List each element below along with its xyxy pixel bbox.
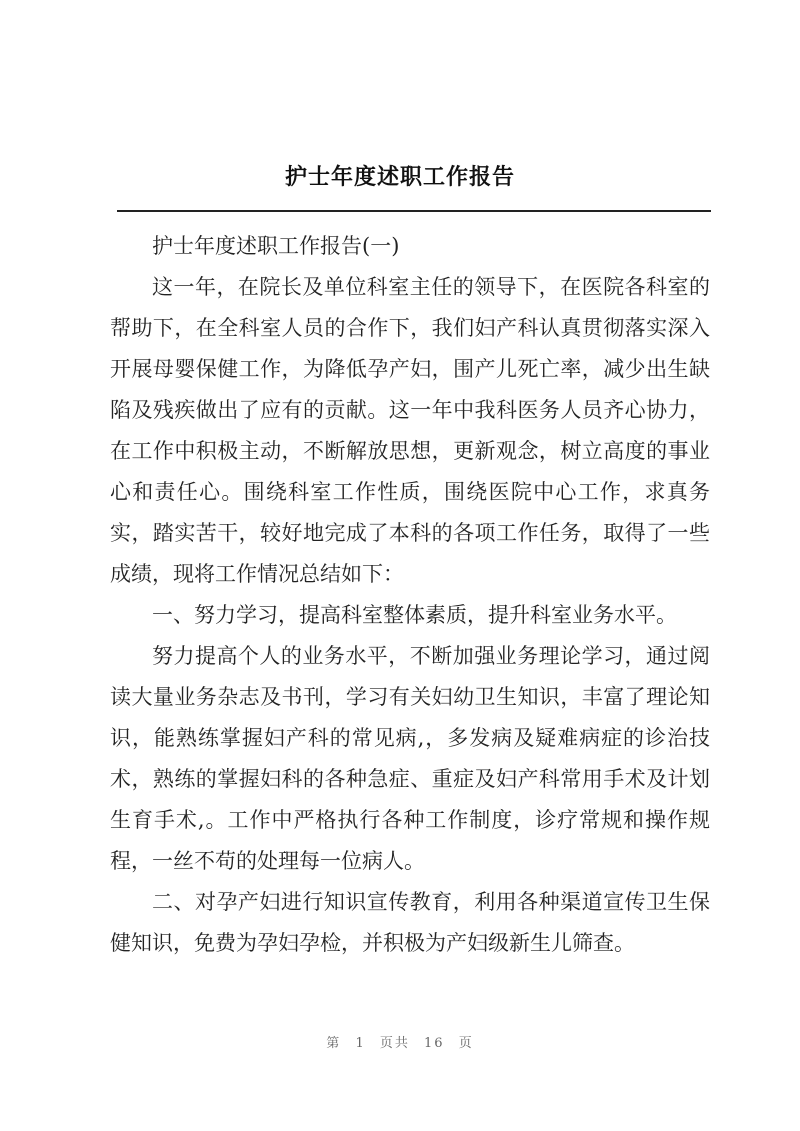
paragraph-intro: 这一年，在院长及单位科室主任的领导下，在医院各科室的帮助下，在全科室人员的合作下，我们妇产科认真贯彻落实深入开展母婴保健工作，为降低孕产妇，围产儿死亡率，减少出生缺陷及残疾做出了应有的贡献。这一年中我科医务人员齐心协力，在工作中积极主动，不断解放思想，更新观念，树立高度的事业心和责任心。围绕科室工作性质，围绕医院中心工作，求真务实，踏实苦干，较好地完成了本科的各项工作任务，取得了一些成绩，现将工作情况总结如下： — [110, 275, 710, 586]
paragraph-heading: 护士年度述职工作报告(一) — [152, 234, 400, 258]
paragraph-section-1-body: 努力提高个人的业务水平，不断加强业务理论学习，通过阅读大量业务杂志及书刊，学习有关妇幼卫生知识，丰富了理论知识，能熟练掌握妇产科的常见病,，多发病及疑难病症的诊治技术，熟练的掌握妇科的各种急症、重症及妇产科常用手术及计划生育手术,。工作中严格执行各种工作制度，诊疗常规和操作规程，一丝不苟的处理每一位病人。 — [110, 644, 710, 873]
footer-current-page: 1 — [355, 1036, 366, 1051]
paragraph-section-1-heading: 一、努力学习，提高科室整体素质，提升科室业务水平。 — [152, 603, 677, 627]
page-footer — [0, 1032, 800, 1051]
document-title: 护士年度述职工作报告 — [284, 164, 515, 190]
footer-suffix: 页 — [458, 1036, 474, 1051]
footer-prefix: 第 — [326, 1036, 342, 1051]
footer-middle: 页共 — [379, 1036, 410, 1051]
document-body — [110, 226, 710, 964]
title-divider — [117, 210, 711, 212]
footer-total-pages: 16 — [424, 1036, 445, 1051]
paragraph-section-2: 二、对孕产妇进行知识宣传教育，利用各种渠道宣传卫生保健知识，免费为孕妇孕检，并积极为产妇级新生儿筛查。 — [110, 890, 710, 955]
